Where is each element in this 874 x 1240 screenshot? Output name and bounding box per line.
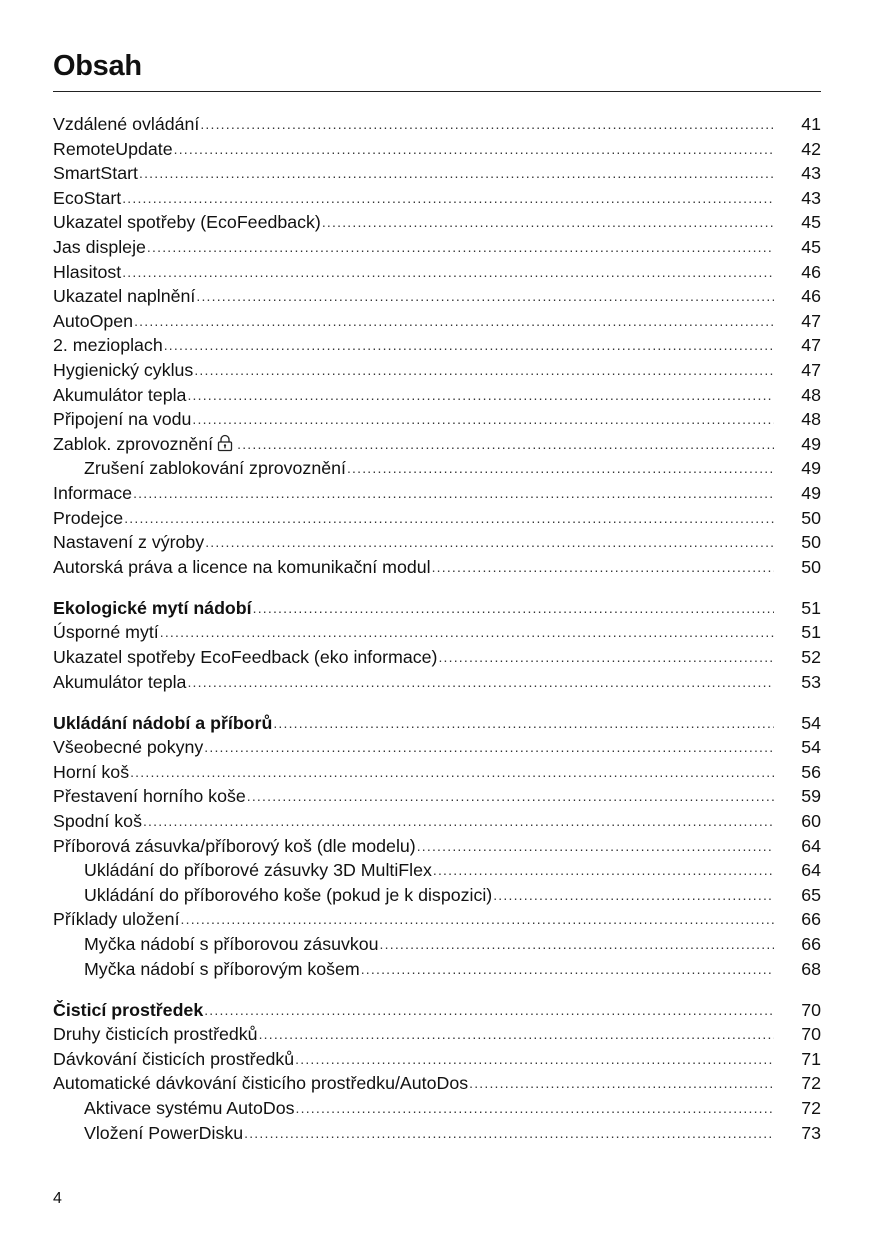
dot-leader bbox=[122, 260, 774, 285]
lock-icon bbox=[216, 434, 236, 450]
page-number: 54 bbox=[801, 737, 821, 758]
page-number: 52 bbox=[801, 646, 821, 667]
dot-leader bbox=[192, 407, 774, 432]
entry-title: Dávkování čisticích prostředků bbox=[53, 1048, 295, 1069]
entry-title: Myčka nádobí s příborovou zásuvkou bbox=[84, 934, 379, 954]
page-number: 45 bbox=[801, 212, 821, 233]
entry-title: Autorská práva a licence na komunikační modul bbox=[53, 556, 431, 577]
dot-leader bbox=[130, 760, 774, 785]
dot-leader bbox=[174, 137, 774, 162]
toc-entry-label bbox=[53, 809, 142, 834]
entry-title: EcoStart bbox=[53, 187, 122, 208]
toc-subentry[interactable] bbox=[53, 932, 821, 957]
entry-title: Akumulátor tepla bbox=[53, 384, 187, 405]
toc-entry-label bbox=[53, 186, 121, 211]
page-number: 46 bbox=[801, 261, 821, 282]
entry-title: Zrušení zablokování zprovoznění bbox=[84, 458, 346, 479]
section-heading-label bbox=[53, 596, 252, 621]
dot-leader bbox=[194, 358, 774, 383]
dot-leader bbox=[273, 711, 774, 736]
dot-leader bbox=[164, 333, 774, 358]
entry-title: Příklady uložení bbox=[53, 909, 180, 930]
dot-leader bbox=[469, 1071, 774, 1096]
toc-entry-label bbox=[53, 112, 199, 137]
toc-entry-label bbox=[53, 284, 195, 309]
dot-leader bbox=[204, 998, 774, 1023]
toc-entry-label bbox=[53, 235, 146, 260]
toc-entry-label bbox=[53, 907, 180, 932]
dot-leader bbox=[237, 432, 774, 457]
toc-entry[interactable] bbox=[53, 284, 821, 309]
dot-leader bbox=[438, 645, 774, 670]
toc-subentry[interactable] bbox=[53, 456, 821, 481]
entry-title: Zablok. zprovoznění bbox=[53, 433, 214, 454]
toc-entry[interactable] bbox=[53, 432, 821, 457]
page-number: 71 bbox=[801, 1048, 821, 1069]
dot-leader bbox=[296, 1096, 774, 1121]
page-number: 50 bbox=[801, 532, 821, 553]
toc-entry[interactable] bbox=[53, 670, 821, 695]
toc-entry-label bbox=[53, 137, 173, 162]
dot-leader bbox=[259, 1022, 774, 1047]
page-number: 54 bbox=[801, 712, 821, 733]
entry-title: Myčka nádobí s příborovým košem bbox=[84, 958, 360, 979]
dot-leader bbox=[143, 809, 774, 834]
toc-entry-label bbox=[53, 834, 416, 859]
toc-entry[interactable] bbox=[53, 407, 821, 432]
page-number: 64 bbox=[801, 860, 821, 881]
footer-page-number: 4 bbox=[53, 1190, 62, 1207]
toc-entry-label bbox=[53, 432, 236, 457]
entry-title: Ekologické mytí nádobí bbox=[53, 597, 252, 618]
page-number: 46 bbox=[801, 286, 821, 307]
entry-title: Aktivace systému AutoDos bbox=[84, 1098, 295, 1119]
section-heading[interactable] bbox=[53, 711, 821, 736]
entry-title: Ukazatel spotřeby (EcoFeedback) bbox=[53, 212, 321, 233]
page-number: 66 bbox=[801, 909, 821, 930]
dot-leader bbox=[187, 670, 774, 695]
page-number: 53 bbox=[801, 671, 821, 692]
dot-leader bbox=[417, 834, 774, 859]
entry-title: 2. mezioplach bbox=[53, 335, 163, 356]
page-number: 47 bbox=[801, 335, 821, 356]
dot-leader bbox=[147, 235, 774, 260]
section-heading-label bbox=[53, 998, 203, 1023]
page-number: 60 bbox=[801, 811, 821, 832]
toc-entry[interactable] bbox=[53, 1047, 821, 1072]
dot-leader bbox=[247, 784, 774, 809]
toc-entry-label bbox=[53, 1071, 468, 1096]
toc-entry-label bbox=[53, 670, 186, 695]
dot-leader bbox=[124, 506, 774, 531]
toc-entry[interactable] bbox=[53, 481, 821, 506]
toc-entry[interactable] bbox=[53, 1022, 821, 1047]
toc-entry[interactable] bbox=[53, 235, 821, 260]
toc-entry[interactable] bbox=[53, 358, 821, 383]
section-heading[interactable] bbox=[53, 596, 821, 621]
toc-entry[interactable] bbox=[53, 333, 821, 358]
page-number: 49 bbox=[801, 458, 821, 479]
dot-leader bbox=[322, 210, 774, 235]
dot-leader bbox=[134, 309, 774, 334]
toc-entry-label bbox=[53, 555, 431, 580]
toc-subentry-label bbox=[84, 456, 346, 481]
toc-subentry[interactable] bbox=[53, 883, 821, 908]
dot-leader bbox=[244, 1121, 774, 1146]
section-heading-label bbox=[53, 711, 272, 736]
toc-section bbox=[53, 711, 821, 982]
entry-title: Příborová zásuvka/příborový koš (dle modelu) bbox=[53, 835, 416, 856]
entry-title: Úsporné mytí bbox=[53, 622, 159, 643]
entry-title: Nastavení z výroby bbox=[53, 532, 205, 553]
entry-title: Ukazatel naplnění bbox=[53, 286, 196, 307]
dot-leader bbox=[187, 383, 774, 408]
entry-title: Horní koš bbox=[53, 761, 130, 782]
toc-entry[interactable] bbox=[53, 1071, 821, 1096]
table-of-contents bbox=[53, 112, 821, 1162]
dot-leader bbox=[295, 1047, 774, 1072]
title-divider bbox=[53, 91, 821, 92]
page-number: 51 bbox=[801, 622, 821, 643]
dot-leader bbox=[160, 620, 774, 645]
dot-leader bbox=[133, 481, 774, 506]
page-number: 65 bbox=[801, 884, 821, 905]
entry-title: Ukládání do příborové zásuvky 3D MultiFlex bbox=[84, 860, 432, 881]
toc-subentry[interactable] bbox=[53, 957, 821, 982]
toc-subentry-label bbox=[84, 932, 379, 957]
toc-subentry[interactable] bbox=[53, 1096, 821, 1121]
page-number: 70 bbox=[801, 999, 821, 1020]
dot-leader bbox=[380, 932, 774, 957]
toc-entry[interactable] bbox=[53, 735, 821, 760]
page-number: 51 bbox=[801, 597, 821, 618]
entry-title: Spodní koš bbox=[53, 811, 142, 832]
page-number: 43 bbox=[801, 187, 821, 208]
entry-title: Informace bbox=[53, 482, 133, 503]
toc-entry[interactable] bbox=[53, 530, 821, 555]
entry-title: SmartStart bbox=[53, 163, 138, 184]
toc-entry[interactable] bbox=[53, 161, 821, 186]
page-number: 70 bbox=[801, 1024, 821, 1045]
section-heading[interactable] bbox=[53, 998, 821, 1023]
toc-entry[interactable] bbox=[53, 760, 821, 785]
page-number: 49 bbox=[801, 433, 821, 454]
toc-entry-label bbox=[53, 210, 321, 235]
toc-entry[interactable] bbox=[53, 112, 821, 137]
dot-leader bbox=[361, 957, 774, 982]
dot-leader bbox=[139, 161, 774, 186]
page-number: 59 bbox=[801, 786, 821, 807]
page-number: 50 bbox=[801, 556, 821, 577]
toc-entry-label bbox=[53, 260, 121, 285]
toc-entry-label bbox=[53, 645, 437, 670]
page-number: 47 bbox=[801, 359, 821, 380]
toc-entry-label bbox=[53, 530, 204, 555]
toc-subentry-label bbox=[84, 1121, 243, 1146]
toc-entry[interactable] bbox=[53, 309, 821, 334]
toc-entry[interactable] bbox=[53, 210, 821, 235]
page-number: 42 bbox=[801, 138, 821, 159]
toc-subentry-label bbox=[84, 957, 360, 982]
toc-entry[interactable] bbox=[53, 809, 821, 834]
dot-leader bbox=[196, 284, 774, 309]
toc-entry[interactable] bbox=[53, 784, 821, 809]
toc-entry-label bbox=[53, 333, 163, 358]
entry-title: Akumulátor tepla bbox=[53, 671, 187, 692]
dot-leader bbox=[253, 596, 774, 621]
dot-leader bbox=[493, 883, 774, 908]
toc-entry[interactable] bbox=[53, 834, 821, 859]
toc-entry[interactable] bbox=[53, 383, 821, 408]
toc-entry[interactable] bbox=[53, 506, 821, 531]
entry-title: Automatické dávkování čisticího prostředku/AutoDos bbox=[53, 1073, 469, 1094]
page-number: 45 bbox=[801, 236, 821, 257]
toc-entry-label bbox=[53, 784, 246, 809]
toc-entry-label bbox=[53, 1047, 294, 1072]
toc-entry[interactable] bbox=[53, 620, 821, 645]
toc-entry[interactable] bbox=[53, 907, 821, 932]
dot-leader bbox=[200, 112, 774, 137]
toc-entry-label bbox=[53, 407, 191, 432]
page-number: 50 bbox=[801, 507, 821, 528]
page-number: 68 bbox=[801, 958, 821, 979]
toc-section bbox=[53, 596, 821, 694]
toc-entry-label bbox=[53, 481, 132, 506]
entry-title: Ukazatel spotřeby EcoFeedback (eko informace) bbox=[53, 646, 438, 667]
entry-title: Hygienický cyklus bbox=[53, 359, 194, 380]
entry-title: Druhy čisticích prostředků bbox=[53, 1024, 258, 1045]
dot-leader bbox=[347, 456, 774, 481]
entry-title: Ukládání do příborového koše (pokud je k dispozici) bbox=[84, 884, 493, 905]
toc-entry[interactable] bbox=[53, 186, 821, 211]
entry-title: RemoteUpdate bbox=[53, 138, 173, 159]
entry-title: Vložení PowerDisku bbox=[84, 1122, 244, 1143]
entry-title: AutoOpen bbox=[53, 310, 134, 331]
page-number: 41 bbox=[801, 114, 821, 134]
entry-title: Přestavení horního koše bbox=[53, 786, 246, 807]
toc-section bbox=[53, 112, 821, 579]
entry-title: Jas displeje bbox=[53, 236, 146, 257]
page-number: 73 bbox=[801, 1122, 821, 1143]
toc-entry-label bbox=[53, 506, 123, 531]
toc-section bbox=[53, 998, 821, 1146]
toc-subentry[interactable] bbox=[53, 858, 821, 883]
dot-leader bbox=[122, 186, 774, 211]
dot-leader bbox=[433, 858, 774, 883]
entry-title: Připojení na vodu bbox=[53, 409, 192, 430]
toc-entry-label bbox=[53, 620, 159, 645]
entry-title: Ukládání nádobí a příborů bbox=[53, 712, 273, 733]
toc-entry-label bbox=[53, 735, 203, 760]
page-title: Obsah bbox=[53, 50, 142, 82]
dot-leader bbox=[204, 735, 774, 760]
toc-entry[interactable] bbox=[53, 137, 821, 162]
page-number: 49 bbox=[801, 482, 821, 503]
toc-entry[interactable] bbox=[53, 645, 821, 670]
page-number: 48 bbox=[801, 384, 821, 405]
entry-title: Prodejce bbox=[53, 507, 124, 528]
toc-entry-label bbox=[53, 161, 138, 186]
toc-subentry-label bbox=[84, 858, 432, 883]
page-number: 72 bbox=[801, 1098, 821, 1119]
dot-leader bbox=[432, 555, 774, 580]
entry-title: Vzdálené ovládání bbox=[53, 114, 200, 134]
page-number: 72 bbox=[801, 1073, 821, 1094]
toc-entry-label bbox=[53, 358, 193, 383]
page-number: 66 bbox=[801, 934, 821, 954]
page-number: 48 bbox=[801, 409, 821, 430]
dot-leader bbox=[181, 907, 774, 932]
toc-entry-label bbox=[53, 760, 129, 785]
toc-entry-label bbox=[53, 383, 186, 408]
entry-title: Čisticí prostředek bbox=[53, 999, 204, 1020]
entry-title: Hlasitost bbox=[53, 261, 122, 282]
entry-title: Všeobecné pokyny bbox=[53, 737, 204, 758]
page-number: 56 bbox=[801, 761, 821, 782]
page-number: 64 bbox=[801, 835, 821, 856]
page-number: 43 bbox=[801, 163, 821, 184]
toc-entry-label bbox=[53, 1022, 258, 1047]
toc-entry[interactable] bbox=[53, 555, 821, 580]
toc-entry[interactable] bbox=[53, 260, 821, 285]
page-number: 47 bbox=[801, 310, 821, 331]
toc-subentry[interactable] bbox=[53, 1121, 821, 1146]
toc-subentry-label bbox=[84, 1096, 295, 1121]
toc-subentry-label bbox=[84, 883, 492, 908]
toc-entry-label bbox=[53, 309, 133, 334]
dot-leader bbox=[205, 530, 774, 555]
